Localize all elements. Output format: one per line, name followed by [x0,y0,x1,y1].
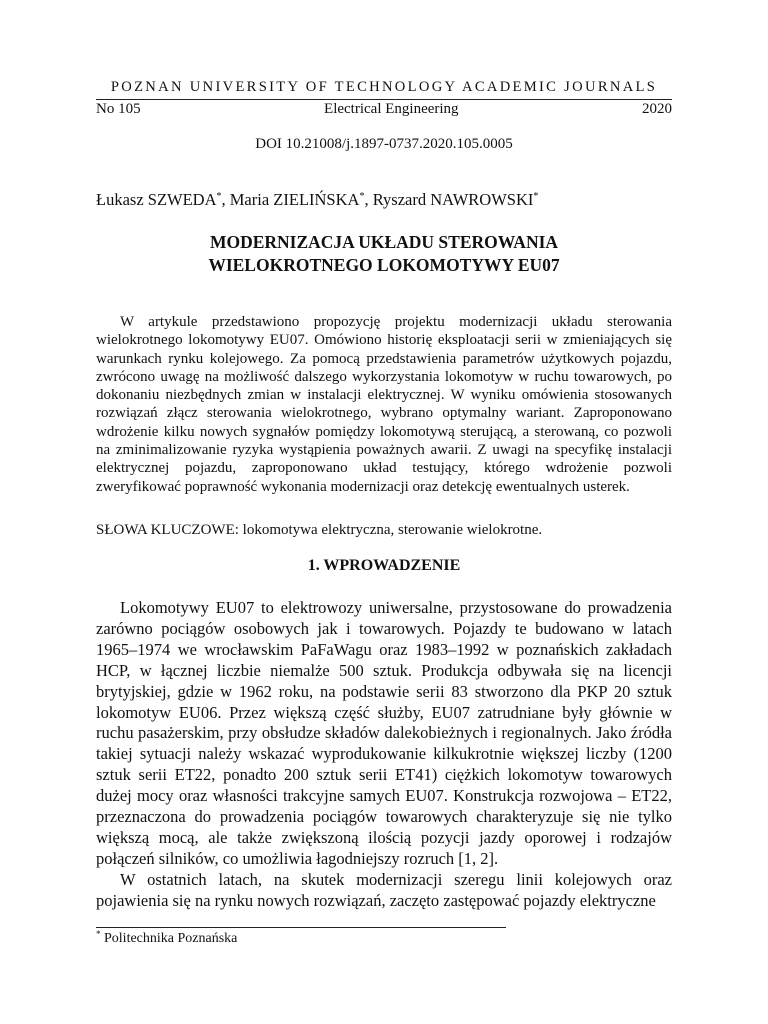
footnote-text: Politechnika Poznańska [100,931,238,946]
footnote [96,931,237,947]
footnote-rule [96,927,506,928]
authors [96,190,538,210]
body-paragraph: W ostatnich latach, na skutek modernizacji szeregu linii kolejowych oraz pojawienia się na rynku nowych rozwiązań, zaczęto zastępować pojazdy elektryczne [96,870,672,910]
footnote-mark: * [96,929,101,939]
paper-title [96,231,672,277]
author-separator: , [221,190,230,209]
author-name: Ryszard NAWROWSKI [372,190,534,209]
discipline: Electrical Engineering [324,101,459,117]
title-line: WIELOKROTNEGO LOKOMOTYWY EU07 [208,255,560,275]
keywords: SŁOWA KLUCZOWE: lokomotywa elektryczna, sterowanie wielokrotne. [96,522,543,538]
abstract: W artykule przedstawiono propozycję projektu modernizacji układu sterowania wielokrotnego lokomotywy EU07. Omówiono historię eksploatacji serii w zmieniających się warunkach rynku kolejowego. Za pomocą przedstawienia parametrów użytkowych pojazdu, zwrócono uwagę na możliwość dalszego wykorzystania lokomotyw w ruchu towarowych, po dokonaniu niezbędnych zmian w instalacji elektrycznej. W wyniku omówienia stosowanych rozwiązań złącz sterowania wielokrotnego, wybrano optymalny wariant. Zaproponowano wdrożenie kilku nowych sygnałów pomiędzy lokomotywą sterującą, a sterowaną, co pozwoli na zminimalizowanie ryzyka wystąpienia poważnych awarii. Z uwagi na specyfikę instalacji elektrycznej pojazdu, zaproponowano układ testujący, którego wdrożenie pozwoli zweryfikować poprawność wykonania modernizacji oraz detekcję ewentualnych usterek. [96,314,672,495]
issue-row [96,101,672,118]
affiliation-mark: * [216,191,222,202]
issue-number: No 105 [96,101,141,117]
year: 2020 [642,101,672,117]
title-line: MODERNIZACJA UKŁADU STEROWANIA [209,232,559,252]
author-name: Maria ZIELIŃSKA [229,190,360,209]
header-rule [96,99,672,100]
doi: DOI 10.21008/j.1897-0737.2020.105.0005 [255,136,513,152]
journal-name: POZNAN UNIVERSITY OF TECHNOLOGY ACADEMIC JOURNALS [110,79,658,95]
author-separator: , [364,190,373,209]
body-paragraph: Lokomotywy EU07 to elektrowozy uniwersalne, przystosowane do prowadzenia zarówno pociągów osobowych jak i towarowych. Pojazdy te budowano w latach 1965–1974 we wrocławskim PaFaWagu oraz 1983–1992 w poznańskich zakładach HCP, w łącznej liczbie niemalże 500 sztuk. Produkcja odbywała się na licencji brytyjskiej, gdzie w 1962 roku, na podstawie serii 83 stworzono dla PKP 20 sztuk lokomotyw EU06. Przez większą część służby, EU07 zatrudniane były głównie w ruchu pasażerskim, przy obsłudze składów dalekobieżnych i regionalnych. Jako źródła takiej sytuacji należy wskazać wyprodukowanie kilkukrotnie większej liczby (1200 sztuk serii ET22, ponadto 200 sztuk serii ET41) ciężkich lokomotyw towarowych dużej mocy oraz własności trakcyjne samych EU07. Konstrukcja rozwojowa – ET22, przeznaczona do prowadzenia pociągów towarowych charakteryzuje się nie tylko większą mocą, ale także zwiększoną ilością pozycji jazdy oporowej i rodzajów połączeń silników, co umożliwia łagodniejszy rozruch [1, 2]. [96,598,672,868]
affiliation-mark: * [359,191,365,202]
affiliation-mark: * [533,191,539,202]
section-heading: 1. WPROWADZENIE [307,557,461,574]
author-name: Łukasz SZWEDA [96,190,217,209]
